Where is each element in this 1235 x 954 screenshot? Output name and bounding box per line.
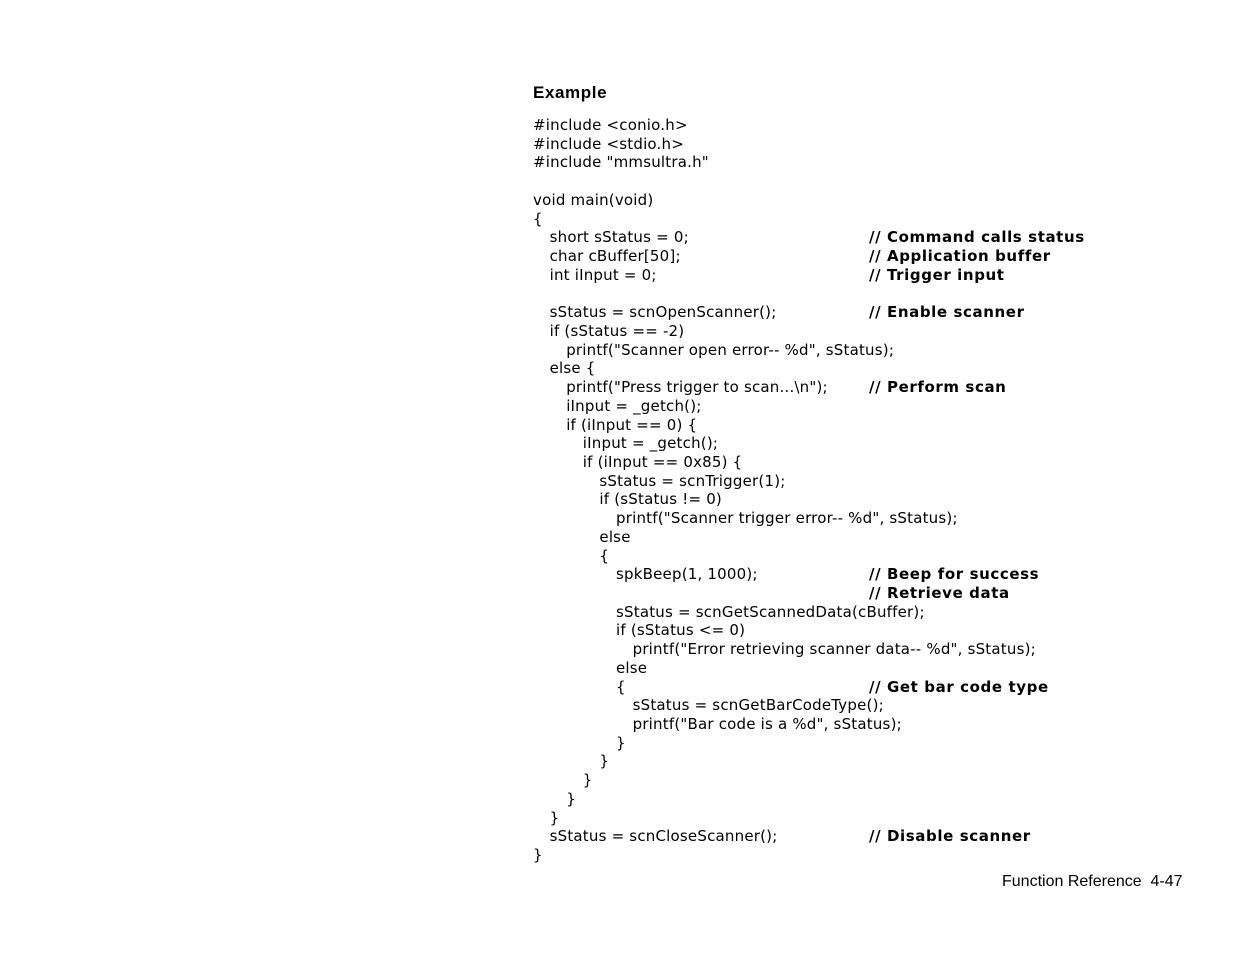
code-line bbox=[533, 752, 1133, 771]
code-line bbox=[533, 603, 1133, 622]
code-line bbox=[533, 210, 1133, 229]
code-text: else { bbox=[549, 359, 596, 378]
code-line bbox=[533, 678, 1133, 697]
code-line bbox=[533, 640, 1133, 659]
code-comment: // Retrieve data bbox=[869, 583, 1010, 602]
code-text: } bbox=[582, 771, 593, 790]
section-heading: Example bbox=[533, 83, 608, 102]
code-comment: // Trigger input bbox=[869, 265, 1005, 284]
code-text: void main(void) bbox=[533, 190, 654, 209]
code-text: { bbox=[616, 677, 626, 696]
code-line bbox=[533, 827, 1133, 846]
code-listing bbox=[533, 116, 1133, 865]
code-line bbox=[533, 490, 1133, 509]
code-text: printf("Scanner open error-- %d", sStatus); bbox=[566, 340, 895, 359]
code-line bbox=[533, 771, 1133, 790]
code-line bbox=[533, 453, 1133, 472]
code-text: if (iInput == 0) { bbox=[566, 415, 698, 434]
code-comment: // Disable scanner bbox=[869, 827, 1031, 846]
code-text: #include <stdio.h> bbox=[533, 134, 684, 153]
code-line bbox=[533, 790, 1133, 809]
code-text: printf("Bar code is a %d", sStatus); bbox=[632, 715, 902, 733]
code-comment: // Command calls status bbox=[869, 228, 1085, 247]
code-text: #include "mmsultra.h" bbox=[533, 153, 709, 172]
code-line bbox=[533, 659, 1133, 678]
code-text: printf("Scanner trigger error-- %d", sStatus); bbox=[616, 509, 958, 528]
code-line bbox=[533, 734, 1133, 753]
code-line bbox=[533, 284, 1133, 303]
code-line bbox=[533, 266, 1133, 285]
code-text: sStatus = scnOpenScanner(); bbox=[549, 303, 777, 322]
code-comment: // Enable scanner bbox=[869, 303, 1025, 322]
code-line bbox=[533, 584, 1133, 603]
code-text: char cBuffer[50]; bbox=[549, 247, 681, 266]
code-text: { bbox=[599, 546, 610, 565]
code-line bbox=[533, 528, 1133, 547]
code-line bbox=[533, 378, 1133, 397]
code-text: iInput = _getch(); bbox=[582, 434, 719, 453]
code-line bbox=[533, 359, 1133, 378]
code-text: } bbox=[616, 733, 626, 752]
code-text: sStatus = scnTrigger(1); bbox=[599, 471, 786, 490]
code-line bbox=[533, 397, 1133, 416]
code-line bbox=[533, 472, 1133, 491]
code-line bbox=[533, 135, 1133, 154]
code-line bbox=[533, 696, 1133, 715]
code-line bbox=[533, 247, 1133, 266]
code-text: iInput = _getch(); bbox=[566, 396, 702, 415]
code-comment: // Get bar code type bbox=[869, 677, 1049, 696]
code-line bbox=[533, 116, 1133, 135]
code-text: sStatus = scnGetBarCodeType(); bbox=[632, 696, 884, 715]
code-text: } bbox=[566, 789, 576, 808]
code-text: } bbox=[533, 846, 543, 865]
code-line bbox=[533, 809, 1133, 828]
code-text: int iInput = 0; bbox=[549, 265, 657, 284]
code-line bbox=[533, 416, 1133, 435]
code-text: printf("Press trigger to scan...\n"); bbox=[566, 378, 828, 397]
code-comment: // Application buffer bbox=[869, 247, 1051, 266]
code-line bbox=[533, 621, 1133, 640]
code-line bbox=[533, 565, 1133, 584]
page-footer: Function Reference 4-47 bbox=[1002, 873, 1183, 890]
code-text: sStatus = scnCloseScanner(); bbox=[549, 827, 778, 846]
code-line bbox=[533, 228, 1133, 247]
code-text: short sStatus = 0; bbox=[549, 228, 689, 247]
code-text: if (sStatus != 0) bbox=[599, 490, 722, 509]
code-text: if (sStatus <= 0) bbox=[616, 621, 746, 640]
code-text: if (sStatus == -2) bbox=[549, 321, 685, 340]
code-text: { bbox=[533, 209, 543, 228]
code-text: printf("Error retrieving scanner data-- %d", sStatus); bbox=[632, 640, 1036, 659]
code-line bbox=[533, 715, 1133, 734]
code-line bbox=[533, 303, 1133, 322]
code-line bbox=[533, 341, 1133, 360]
code-line bbox=[533, 547, 1133, 566]
code-line bbox=[533, 846, 1133, 865]
code-comment: // Perform scan bbox=[869, 378, 1007, 397]
code-text: if (iInput == 0x85) { bbox=[582, 452, 743, 471]
code-text: else bbox=[599, 527, 631, 546]
code-text: #include <conio.h> bbox=[533, 116, 688, 134]
code-line bbox=[533, 509, 1133, 528]
code-line bbox=[533, 191, 1133, 210]
code-text: } bbox=[549, 808, 560, 827]
code-line bbox=[533, 172, 1133, 191]
code-line bbox=[533, 322, 1133, 341]
code-line bbox=[533, 434, 1133, 453]
code-text: spkBeep(1, 1000); bbox=[616, 565, 758, 584]
code-text: } bbox=[599, 752, 610, 771]
code-text: else bbox=[616, 658, 648, 677]
code-line bbox=[533, 153, 1133, 172]
code-text: sStatus = scnGetScannedData(cBuffer); bbox=[616, 602, 925, 621]
code-comment: // Beep for success bbox=[869, 565, 1040, 584]
